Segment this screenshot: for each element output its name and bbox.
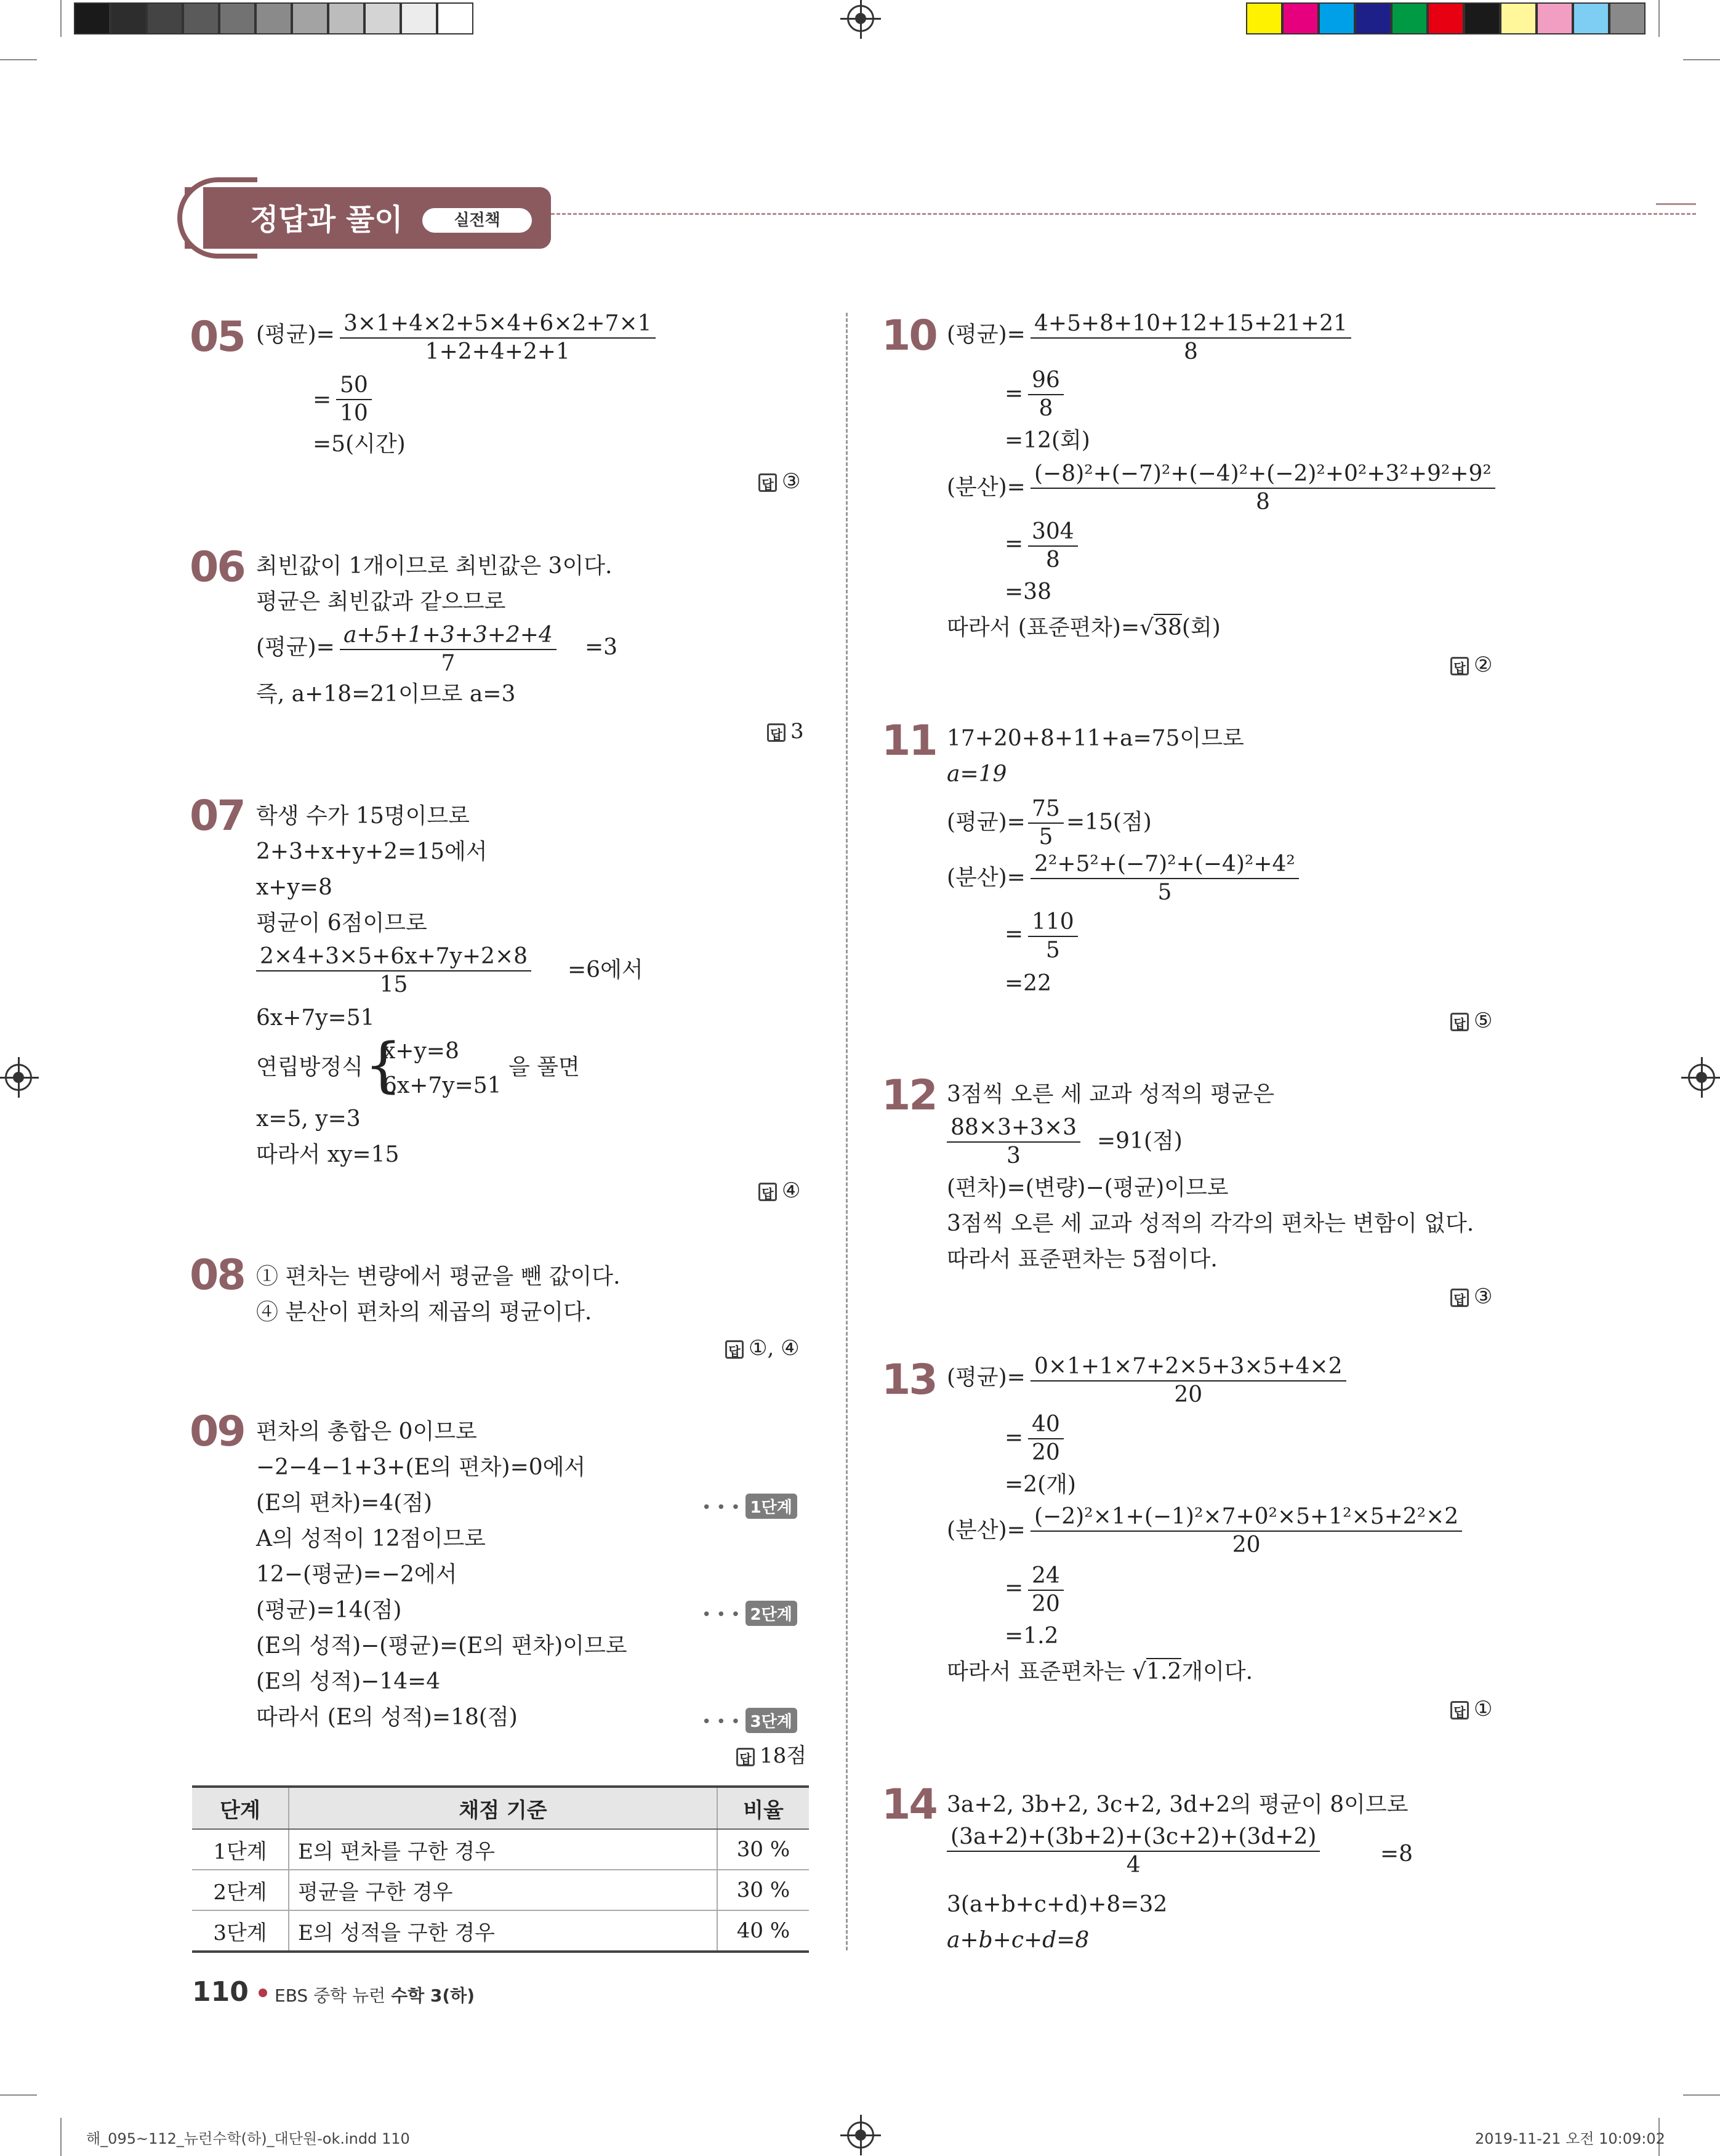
gray-swatch [437,2,473,34]
text-line: 편차의 총합은 0이므로 [256,1419,477,1444]
table-header: 단계 [192,1787,289,1829]
answer-mark-icon: 답 [1450,1013,1469,1031]
text-line: = [313,387,332,412]
crop-mark [1658,0,1660,37]
text-line: 3점씩 오른 세 교과 성적의 각각의 편차는 변함이 없다. [947,1211,1474,1236]
text-line: x=5, y=3 [256,1106,361,1132]
text-line: 연립방정식 [256,1055,363,1080]
fraction [1028,1412,1064,1465]
fraction [1031,462,1495,515]
crop-mark [0,59,37,60]
gray-swatch [219,2,255,34]
text-line: =2(개) [1005,1472,1076,1497]
denominator: 15 [379,972,408,997]
answer-mark-icon: 답 [1450,1701,1469,1720]
text-line: (편차)=(변량)−(평균)이므로 [947,1175,1229,1201]
gray-swatch [401,2,437,34]
text-line: 따라서 (E의 성적)=18(점) [256,1705,518,1730]
table-row [192,1910,809,1952]
system-eq-1: x+y=8 [383,1039,459,1064]
fraction [1031,312,1351,364]
page-title: 정답과 풀이 [250,203,403,237]
stage-badge: 1단계 [745,1494,797,1519]
problem-number: 08 [190,1251,244,1300]
color-swatch [1500,2,1537,34]
crop-mark [60,0,62,37]
registration-mark-icon [5,1064,32,1091]
problem-number: 06 [190,543,244,592]
numerator: 304 [1028,520,1078,547]
book-series: EBS 중학 뉴런 [275,1985,392,2006]
text-line: 학생 수가 15명이므로 [256,803,470,829]
answer [1450,653,1492,677]
text-line: 3(a+b+c+d)+8=32 [947,1892,1168,1917]
answer-mark-icon: 답 [1450,657,1469,675]
denominator: 5 [1157,880,1172,905]
text-line [947,1660,1253,1684]
bullet-icon [259,1989,267,1997]
sqrt-icon: √ [1132,1659,1147,1684]
numerator: 2×4+3×5+6x+7y+2×8 [256,944,531,971]
answer [1450,1008,1492,1033]
text-line: 평균이 6점이므로 [256,911,427,936]
color-swatch [1537,2,1573,34]
book-subject: 수학 3(하) [391,1985,475,2006]
text-line: =1.2 [1005,1623,1059,1649]
answer-mark-icon: 답 [736,1748,755,1766]
denominator: 10 [340,401,368,426]
denominator: 20 [1232,1532,1261,1558]
gray-swatch [74,2,110,34]
text-line: (평균)= [947,810,1026,835]
gray-swatch [364,2,401,34]
fraction [1028,1564,1064,1617]
numerator: (−2)²×1+(−1)²×7+0²×5+1²×5+2²×2 [1031,1505,1462,1532]
denominator: 20 [1032,1591,1060,1617]
text-line: 평균은 최빈값과 같으므로 [256,589,506,614]
table-cell: 평균을 구한 경우 [289,1870,717,1910]
text-line: −2−4−1+3+(E의 편차)=0에서 [256,1455,586,1480]
denominator: 5 [1039,824,1053,850]
gray-swatch [147,2,183,34]
header-line-accent [1656,203,1696,205]
numerator: 50 [336,373,372,400]
fraction [1031,852,1299,905]
text-line: 3점씩 오른 세 교과 성적의 평균은 [947,1082,1275,1107]
numerator: 24 [1028,1564,1064,1591]
brace-icon: { [364,1031,403,1100]
answer-value: ⑤ [1474,1008,1493,1033]
answer [758,1178,800,1203]
answer-value: ② [1474,653,1493,677]
denominator: 5 [1045,938,1060,963]
text-part: 개이다. [1181,1659,1253,1684]
gray-swatch [255,2,292,34]
problem-number: 07 [190,792,244,840]
answer-value: 3 [790,719,804,744]
header-dashed-line [551,213,1696,215]
table-cell: E의 편차를 구한 경우 [289,1829,717,1870]
answer-value: ③ [782,469,801,494]
color-swatch [1428,2,1464,34]
text-line: 2+3+x+y+2=15에서 [256,839,488,864]
table-header-row [192,1787,809,1829]
numerator: (−8)²+(−7)²+(−4)²+(−2)²+0²+3²+9²+9² [1031,462,1495,489]
problem-number: 13 [882,1356,936,1404]
text-line: A의 성적이 12점이므로 [256,1526,486,1551]
fraction [340,623,557,676]
numerator: a+5+1+3+3+2+4 [340,623,557,650]
fraction [340,312,656,364]
text-line: =15(점) [1066,810,1152,835]
gray-swatch [292,2,328,34]
page-number: 110 [192,1976,249,2008]
column-divider [846,313,848,1950]
numerator: 110 [1028,910,1078,937]
text-line: (평균)=14(점) [256,1598,402,1623]
numerator: (3a+2)+(3b+2)+(3c+2)+(3d+2) [947,1825,1320,1852]
text-line: (평균)= [947,322,1026,347]
color-swatch [1246,2,1282,34]
fraction [336,373,372,426]
stage-badge: 3단계 [745,1708,797,1733]
crop-mark [1683,59,1720,60]
color-bar [1246,0,1646,37]
gray-swatch [110,2,147,34]
problem-number: 11 [882,717,936,765]
answer [1450,1697,1492,1721]
denominator: 3 [1007,1143,1021,1169]
problem-number: 05 [190,313,244,361]
answer [725,1336,800,1361]
grayscale-bar [74,0,474,37]
text-line: = [1005,1575,1024,1601]
answer [758,469,800,494]
denominator: 7 [441,651,456,676]
stage-badge: 2단계 [745,1601,797,1626]
denominator: 20 [1174,1382,1203,1407]
text-line: 12−(평균)=−2에서 [256,1562,457,1587]
table-header: 채점 기준 [289,1787,717,1829]
text-line: 따라서 xy=15 [256,1142,400,1167]
answer [736,1744,806,1768]
table-row [192,1870,809,1910]
table-header: 비율 [717,1787,809,1829]
system-eq-2: 6x+7y=51 [383,1073,502,1098]
text-line: (분산)= [947,1518,1026,1543]
sqrt-value: 1.2 [1146,1659,1182,1684]
fraction [256,944,531,997]
text-line: (분산)= [947,475,1026,500]
text-line: 즉, a+18=21이므로 a=3 [256,682,516,707]
text-line: 을 풀면 [508,1055,580,1080]
color-swatch [1609,2,1646,34]
answer-mark-icon: 답 [758,1183,777,1201]
numerator: 40 [1028,1412,1064,1439]
answer-mark-icon: 답 [725,1340,744,1359]
gray-swatch [328,2,364,34]
registration-mark-icon [847,2122,874,2149]
table-row [192,1829,809,1870]
table-cell: E의 성적을 구한 경우 [289,1910,717,1952]
text-line: ④ 분산이 편차의 제곱의 평균이다. [256,1300,592,1325]
denominator: 8 [1039,396,1053,421]
answer-value: ① [1474,1697,1493,1721]
section-badge: 실전책 [422,208,532,233]
fraction [1028,910,1078,963]
numerator: 75 [1028,797,1064,824]
numerator: 2²+5²+(−7)²+(−4)²+4² [1031,852,1299,879]
numerator: 0×1+1×7+2×5+3×5+4×2 [1031,1354,1346,1382]
numerator: 96 [1028,368,1064,395]
text-line: a+b+c+d=8 [947,1928,1090,1953]
table-cell: 2단계 [192,1870,289,1910]
denominator: 8 [1045,547,1060,573]
color-swatch [1464,2,1500,34]
text-line: = [1005,1425,1024,1450]
answer-mark-icon: 답 [767,723,786,742]
problem-number: 09 [190,1407,244,1456]
stage-dots: • • • [702,1606,741,1624]
crop-mark [60,2118,62,2156]
text-line: = [1005,381,1024,406]
denominator: 8 [1184,339,1198,364]
numerator: 4+5+8+10+12+15+21+21 [1031,312,1351,339]
gray-swatch [183,2,219,34]
text-line: 최빈값이 1개이므로 최빈값은 3이다. [256,553,613,579]
text-line: (E의 성적)−14=4 [256,1669,441,1694]
text-line: =22 [1005,971,1051,996]
numerator: 3×1+4×2+5×4+6×2+7×1 [340,312,656,339]
text-line: ① 편차는 변량에서 평균을 뺀 값이다. [256,1264,621,1289]
text-part: 따라서 표준편차는 [947,1659,1125,1684]
sqrt-icon: √ [1139,615,1154,640]
text-line: a=19 [947,762,1007,787]
text-line: (평균)= [256,322,335,347]
text-line: (평균)= [947,1365,1026,1390]
stage-marker [702,1494,797,1519]
crop-mark [1683,2094,1720,2096]
numerator: 88×3+3×3 [947,1116,1080,1143]
table-cell: 30 % [717,1870,809,1910]
fraction [1031,1354,1346,1407]
registration-mark-icon [847,5,874,32]
answer [767,719,804,744]
sqrt-value: 38 [1154,615,1182,640]
book-title [275,1982,475,2007]
text-part: (회) [1181,615,1221,640]
scoring-table [192,1785,809,1953]
text-line: =12(회) [1005,428,1090,453]
color-swatch [1355,2,1391,34]
text-line: =3 [585,635,618,660]
text-line: x+y=8 [256,875,332,900]
fraction [1028,368,1064,421]
color-swatch [1573,2,1609,34]
file-info: 해_095~112_뉴런수학(하)_대단원-ok.indd 110 [86,2130,410,2147]
text-line: (E의 성적)−(평균)=(E의 편차)이므로 [256,1633,627,1659]
registration-mark-icon [1688,1064,1715,1091]
problem-number: 10 [882,312,936,360]
stage-dots: • • • [702,1713,741,1731]
fraction [1031,1505,1462,1558]
text-line: (E의 편차)=4(점) [256,1490,433,1516]
text-line: = [1005,531,1024,557]
text-line: =91(점) [1097,1128,1183,1154]
answer-value: ①, ④ [749,1336,800,1361]
print-date: 2019-11-21 오전 10:09:02 [1475,2130,1665,2147]
problem-number: 14 [882,1780,936,1829]
table-cell: 30 % [717,1829,809,1870]
table-cell: 40 % [717,1910,809,1952]
color-swatch [1391,2,1428,34]
fraction [947,1825,1320,1878]
table-cell: 1단계 [192,1829,289,1870]
text-line [947,616,1221,640]
text-part: 따라서 (표준편차)= [947,615,1140,640]
stage-dots: • • • [702,1498,741,1517]
answer-value: 18점 [760,1744,807,1768]
answer-value: ③ [1474,1284,1493,1309]
text-line: (분산)= [947,865,1026,890]
text-line: (평균)= [256,635,335,660]
fraction [947,1116,1080,1169]
answer-value: ④ [782,1178,801,1203]
answer-mark-icon: 답 [758,473,777,492]
text-line: 6x+7y=51 [256,1005,375,1031]
fraction [1028,520,1078,573]
denominator: 4 [1126,1852,1141,1878]
text-line: =6에서 [568,957,643,983]
answer [1450,1284,1492,1309]
text-line: 3a+2, 3b+2, 3c+2, 3d+2의 평균이 8이므로 [947,1792,1409,1817]
denominator: 8 [1255,489,1270,515]
stage-marker [702,1708,797,1733]
stage-marker [702,1601,797,1626]
answer-mark-icon: 답 [1450,1289,1469,1307]
color-swatch [1282,2,1319,34]
text-line: 17+20+8+11+a=75이므로 [947,726,1244,751]
denominator: 1+2+4+2+1 [425,339,570,364]
fraction [1028,797,1064,850]
color-swatch [1319,2,1355,34]
problem-number: 12 [882,1071,936,1120]
text-line: =8 [1380,1841,1413,1867]
text-line: =38 [1005,579,1051,605]
table-cell: 3단계 [192,1910,289,1952]
text-line: =5(시간) [313,432,406,457]
text-line: 따라서 표준편차는 5점이다. [947,1247,1218,1272]
text-line: = [1005,922,1024,947]
denominator: 20 [1032,1440,1060,1465]
crop-mark [0,2094,37,2096]
